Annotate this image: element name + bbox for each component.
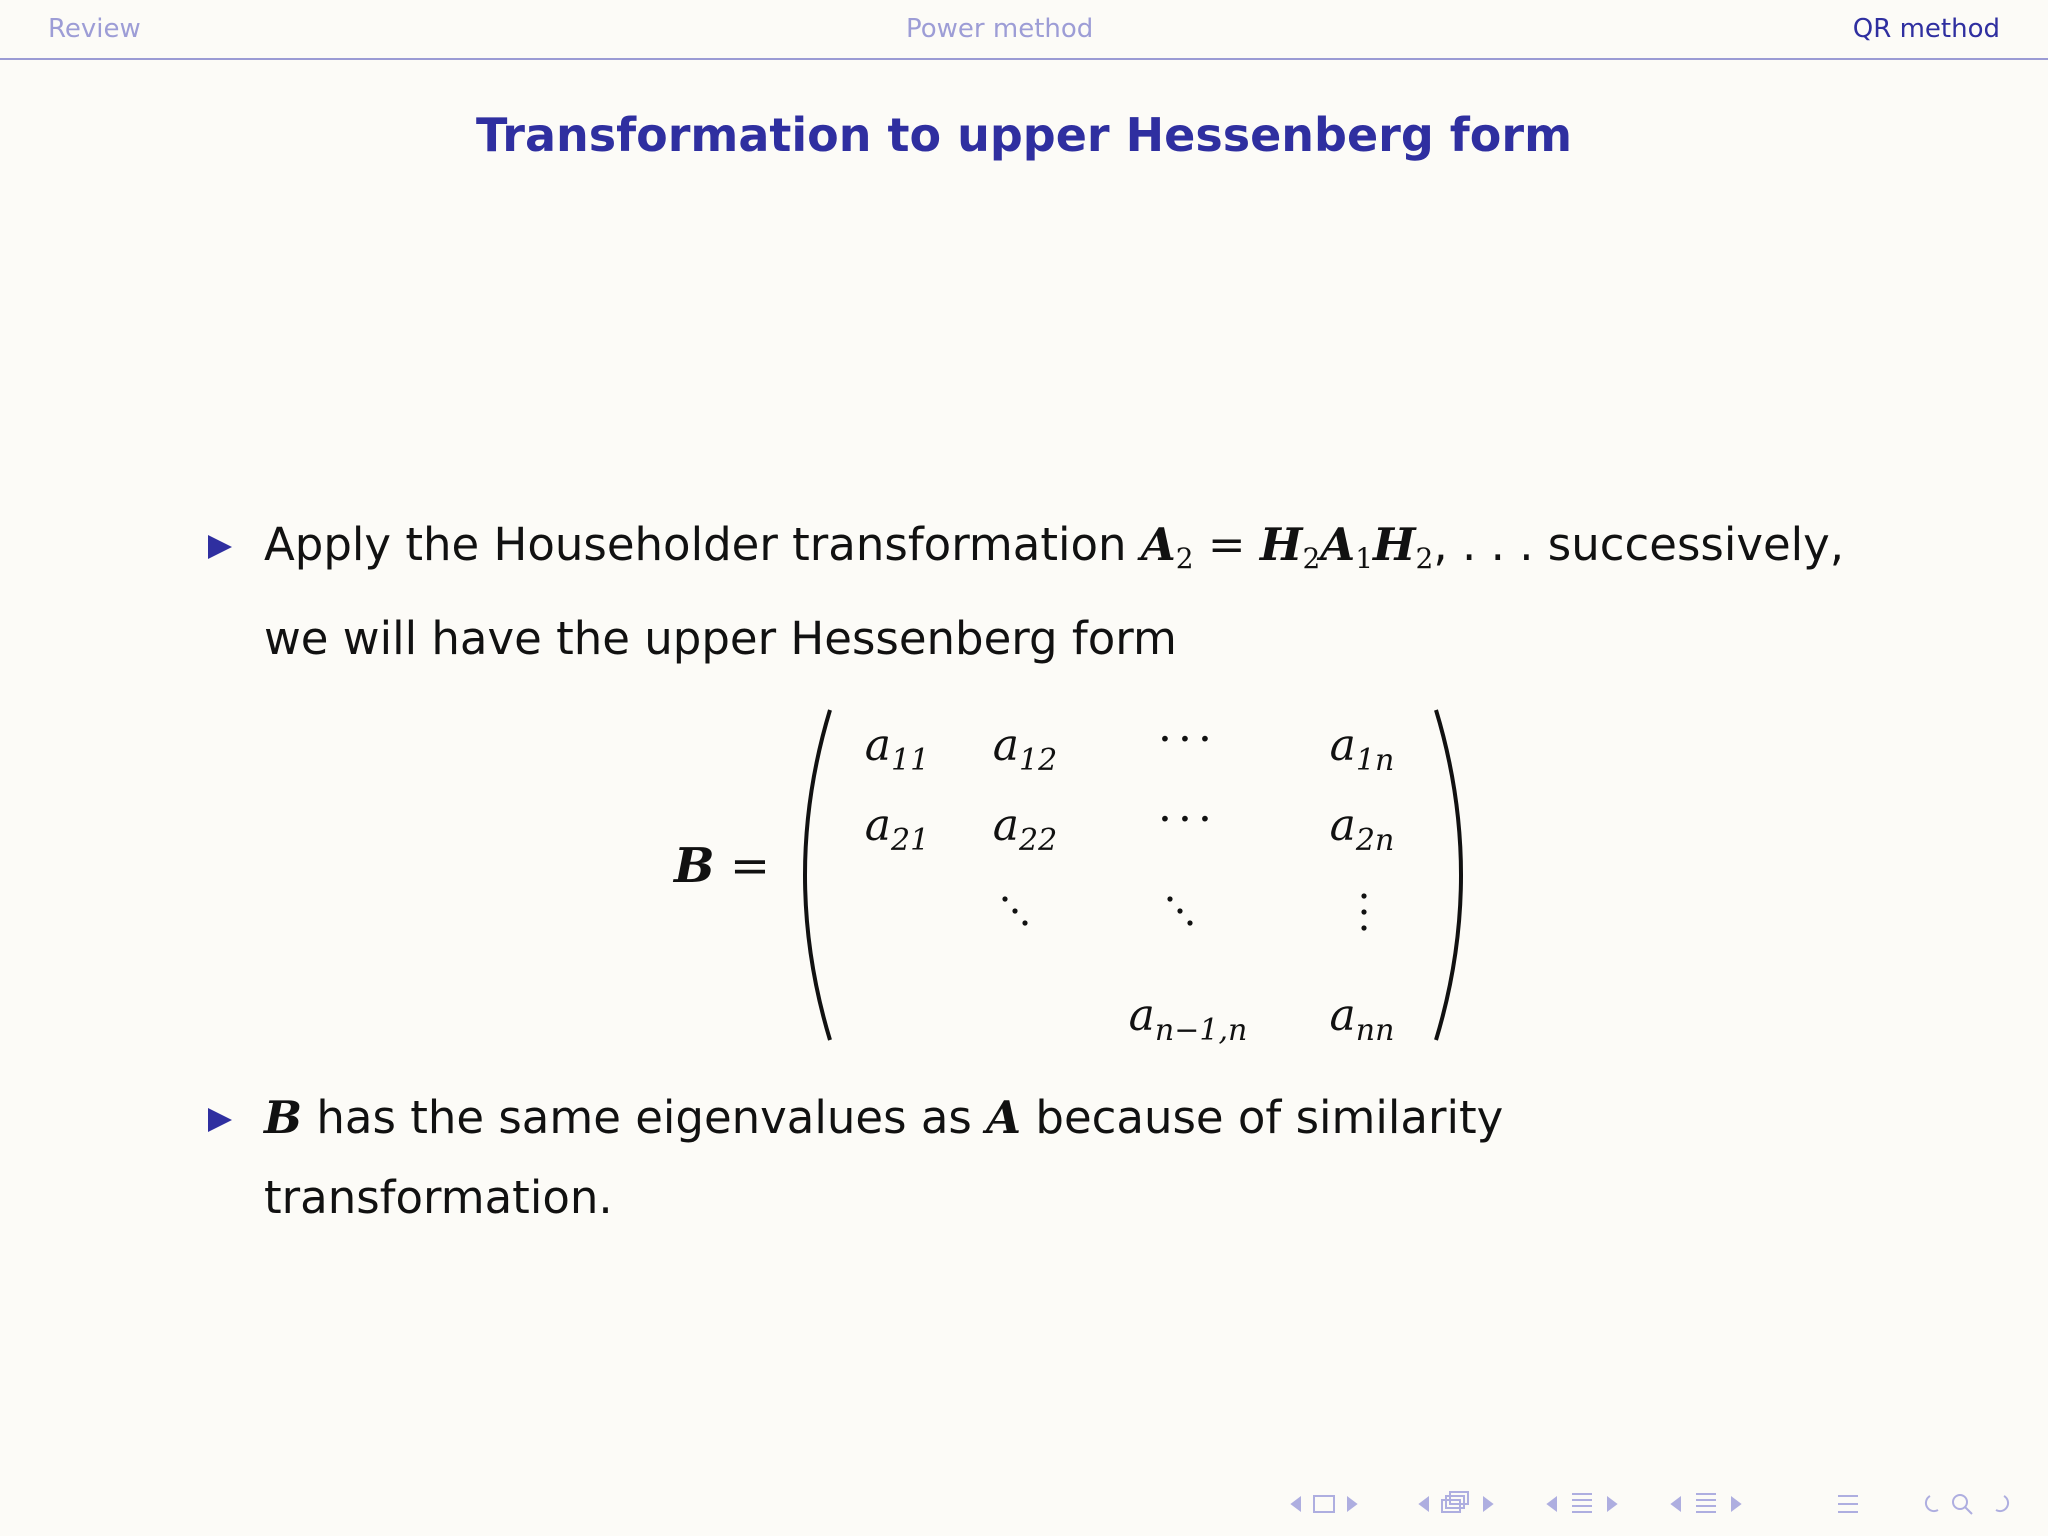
nav-link-qr-method[interactable]: QR method bbox=[1852, 14, 2000, 44]
cell-a22: $a_{22}$ bbox=[992, 800, 1058, 858]
bullet-text: Apply the Householder transformation A2 = H2A1H2, . . . successively, we will have the upper Hessenberg form bbox=[264, 518, 1845, 665]
bullet-triangle-icon bbox=[208, 535, 232, 559]
nav-right-icon[interactable] bbox=[1608, 1498, 1616, 1510]
section-icon[interactable] bbox=[1696, 1494, 1716, 1512]
nav-left-icon[interactable] bbox=[1292, 1498, 1300, 1510]
cell-an-1n: $a_{n-1,n}$ bbox=[1128, 990, 1248, 1048]
nav-link-review[interactable]: Review bbox=[48, 14, 141, 44]
nav-right-icon[interactable] bbox=[1484, 1498, 1492, 1510]
bullet-triangle-icon bbox=[208, 1108, 232, 1132]
undo-icon[interactable] bbox=[1926, 1496, 1938, 1511]
subsection-frames-icon[interactable] bbox=[1442, 1492, 1468, 1512]
cell-hdots-row2: ··· bbox=[1158, 794, 1218, 845]
nav-right-icon[interactable] bbox=[1732, 1498, 1740, 1510]
equation-lhs: B = bbox=[674, 838, 771, 894]
right-parenthesis bbox=[1436, 710, 1461, 1040]
navigation-header bbox=[0, 0, 2048, 60]
subsection-icon[interactable] bbox=[1572, 1494, 1592, 1512]
cell-a1n: $a_{1n}$ bbox=[1329, 720, 1395, 778]
align-icon[interactable] bbox=[1838, 1496, 1858, 1512]
left-parenthesis bbox=[805, 710, 830, 1040]
nav-left-icon[interactable] bbox=[1420, 1498, 1428, 1510]
cell-a11: $a_{11}$ bbox=[864, 720, 930, 778]
nav-left-icon[interactable] bbox=[1548, 1498, 1556, 1510]
nav-link-power-method[interactable]: Power method bbox=[906, 14, 1094, 44]
cell-a21: $a_{21}$ bbox=[864, 800, 930, 858]
nav-right-icon[interactable] bbox=[1348, 1498, 1356, 1510]
cell-hdots-row1: ··· bbox=[1158, 714, 1218, 765]
slide-title: Transformation to upper Hessenberg form bbox=[475, 108, 1573, 162]
cell-ann: $a_{nn}$ bbox=[1329, 990, 1395, 1048]
cell-a12: $a_{12}$ bbox=[992, 720, 1058, 778]
bullet-line-2: we will have the upper Hessenberg form bbox=[264, 612, 1177, 665]
search-icon[interactable] bbox=[1953, 1495, 1972, 1514]
navigation-symbols bbox=[1270, 1486, 2030, 1522]
cell-a2n: $a_{2n}$ bbox=[1329, 800, 1395, 858]
hessenberg-matrix-equation bbox=[660, 700, 1480, 1050]
diagonal-dots-1 bbox=[1002, 896, 1027, 925]
diagonal-dots-2 bbox=[1167, 896, 1192, 925]
redo-icon[interactable] bbox=[1996, 1496, 2008, 1511]
nav-left-icon[interactable] bbox=[1672, 1498, 1680, 1510]
bullet-text: B has the same eigenvalues as A because of similarity transformation. bbox=[264, 1091, 1504, 1224]
bullet-householder bbox=[208, 505, 1858, 679]
bullet-eigenvalues bbox=[208, 1078, 1858, 1238]
vertical-dots bbox=[1361, 893, 1366, 930]
frame-icon[interactable] bbox=[1314, 1496, 1334, 1512]
beamer-navigation-bar bbox=[1270, 1486, 2030, 1522]
